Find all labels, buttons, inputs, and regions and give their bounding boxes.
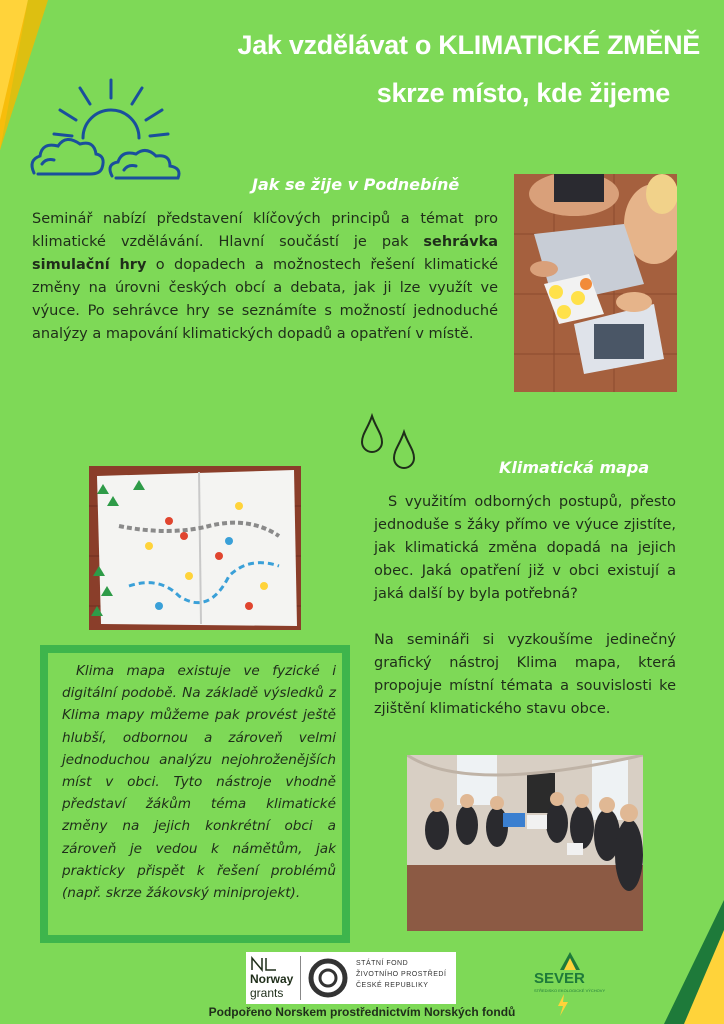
section2-paragraph-2: Na semináři si vyzkoušíme jedinečný grafický nástroj Klima mapa, která propojuje místní témata a souvislosti ke zjištění klimatického stavu obce. <box>374 632 676 717</box>
footer-funding-text: Podpořeno Norskem prostřednictvím Norských fondů <box>208 1005 516 1019</box>
sun-cloud-icon <box>28 68 188 183</box>
norway-grants-text-2: grants <box>250 986 284 1000</box>
section1-text-a: Seminář nabízí představení klíčových principů a témat pro klimatické vzdělávání. Hlavní součástí je pak <box>32 211 498 250</box>
partner-logos <box>246 952 456 1004</box>
page-title-line2: skrze místo, kde žijeme <box>376 78 670 108</box>
section2-heading: Klimatická mapa <box>499 458 650 477</box>
section1-heading: Jak se žije v Podnebíně <box>252 175 460 194</box>
game-photo <box>514 174 677 392</box>
section1-paragraph <box>32 208 498 346</box>
section1-text-b: o dopadech a možnostech řešení klimatické změny na úrovni českých obcí a debata, jak ji lze využít ve výuce. Po sehrávce hry se seznámíte s možností jednoduché analýzy a mapování klimatických dopadů a opatření v místě. <box>32 257 498 342</box>
norway-grants-text-1: Norway <box>250 972 294 986</box>
section2-paragraph-1: S využitím odborných postupů, přesto jednoduše s žáky přímo ve výuce zjistíte, jak klimatická změna dopadá na jejich obec. Jaká opatření již v obci existují a jaká další by byla potřebná? <box>374 494 676 602</box>
logo-divider <box>300 956 301 1000</box>
norway-grants-logo-icon <box>250 956 280 972</box>
sever-logo-icon <box>556 952 584 972</box>
water-drops-icon <box>358 412 422 472</box>
info-box-text: Klima mapa existuje ve fyzické i digitální podobě. Na základě výsledků z Klima mapy můžeme pak provést ještě hlubší, odbornou a zároveň velmi jednoduchou analýzu nejohroženějších míst v obci. Tyto nástroje vhodně představí žákům téma klimatické změny na jejich konkrétní obci a zároveň je vedou k námětům, jak prakticky přispět k řešení problémů (např. skrze žákovský miniprojekt). <box>62 663 336 902</box>
seminar-photo <box>407 755 643 931</box>
sever-logo-text: SEVER <box>534 970 585 987</box>
sfzp-text-1: STÁTNÍ FOND <box>356 960 409 967</box>
sfzp-logo-icon <box>308 958 348 998</box>
sfzp-text-2: ŽIVOTNÍHO PROSTŘEDÍ <box>356 971 447 978</box>
page-title-line1: Jak vzdělávat o KLIMATICKÉ ZMĚNĚ <box>237 30 700 60</box>
climate-map-photo <box>89 466 301 630</box>
section1-bold: sehrávka simulační hry <box>32 234 498 273</box>
sfzp-text-3: ČESKÉ REPUBLIKY <box>356 982 429 989</box>
sever-logo-subtext: STŘEDISKO EKOLOGICKÉ VÝCHOVY <box>534 988 606 993</box>
